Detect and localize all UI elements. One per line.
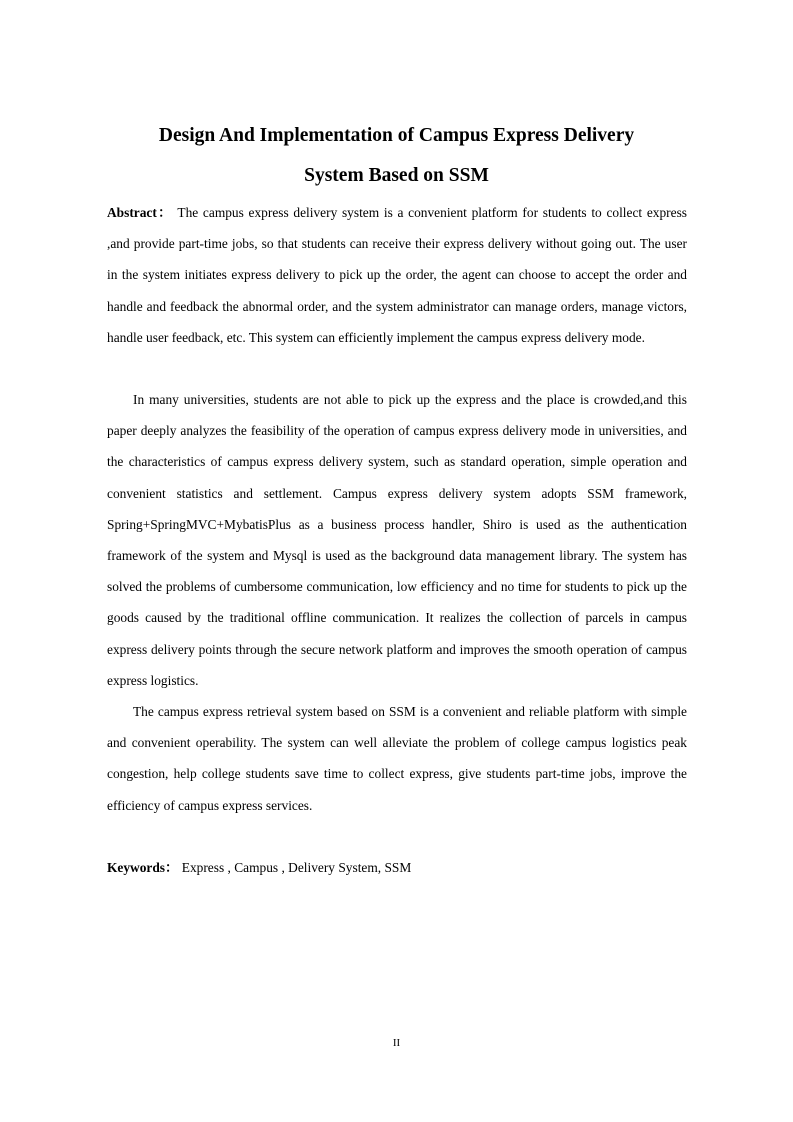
keywords-text: Express , Campus , Delivery System, SSM — [181, 860, 412, 875]
keywords-label: Keywords： — [107, 860, 179, 875]
document-title-line-2: System Based on SSM — [304, 165, 489, 186]
keywords-line — [107, 852, 687, 883]
abstract-text: The campus express delivery system is a convenient platform for students to collect express ,and provide part-time jobs, so that students can receive their express delivery without going out. The user in the system initiates express delivery to pick up the order, the agent can choose to accept the order and handle and feedback the abnormal order, and the system administrator can manage orders, manage victors, handle user feedback, etc. This system can efficiently implement the campus express delivery mode. — [107, 205, 687, 345]
document-title-line-1: Design And Implementation of Campus Express Delivery — [158, 125, 635, 146]
abstract-paragraph — [107, 197, 687, 353]
body-paragraph-3: The campus express retrieval system based on SSM is a convenient and reliable platform with simple and convenient operability. The system can well alleviate the problem of college campus logistics peak congestion, help college students save time to collect express, give students part-time jobs, improve the efficiency of campus express services. — [107, 704, 687, 813]
abstract-label: Abstract： — [107, 205, 173, 220]
body-paragraph-2: In many universities, students are not able to pick up the express and the place is crowded,and this paper deeply analyzes the feasibility of the operation of campus express delivery mode in universities, and the characteristics of campus express delivery system, such as standard operation, simple operation and convenient statistics and settlement. Campus express delivery system adopts SSM framework, Spring+SpringMVC+MybatisPlus as a business process handler, Shiro is used as the authentication framework of the system and Mysql is used as the background data management library. The system has solved the problems of cumbersome communication, low efficiency and no time for students to pick up the goods caused by the traditional offline communication. It realizes the collection of parcels in campus express delivery points through the secure network platform and improves the smooth operation of campus express logistics. — [107, 392, 687, 688]
page-number: II — [392, 1037, 401, 1049]
